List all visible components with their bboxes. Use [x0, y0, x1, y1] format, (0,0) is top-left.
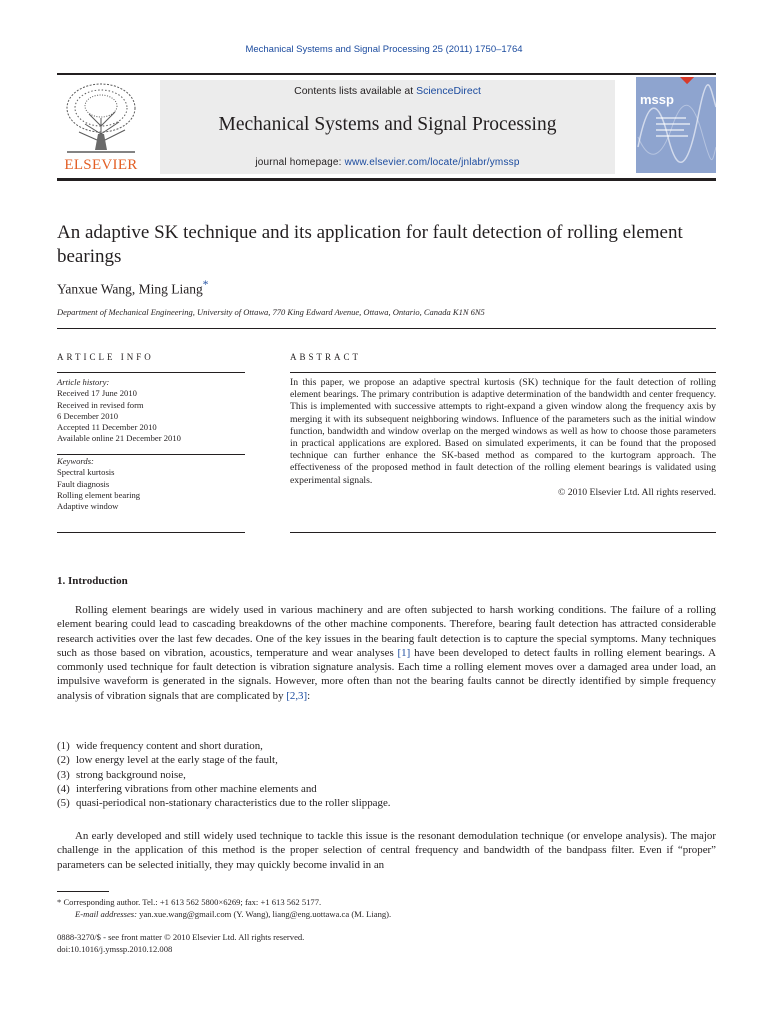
affiliation-rule — [57, 328, 716, 329]
article-info-rule — [57, 372, 245, 373]
email-addresses[interactable]: yan.xue.wang@gmail.com (Y. Wang), liang@eng.uottawa.ca (M. Liang). — [139, 909, 392, 919]
abstract — [290, 377, 716, 499]
homepage-prefix: journal homepage: — [255, 157, 345, 168]
journal-citation[interactable]: Mechanical Systems and Signal Processing 25 (2011) 1750–1764 — [245, 44, 523, 55]
keyword-item: Rolling element bearing — [57, 489, 141, 500]
journal-cover[interactable] — [636, 77, 716, 173]
elsevier-wordmark: ELSEVIER — [64, 157, 138, 173]
para1-text: have been developed to detect faults in rolling element bearings. A commonly used technique for fault detection is vibration signature analysis. Each time a rolling element moves over a damaged area under load, an impulsive waveform is generated in the signals. However, more often than not the bearing faults cannot be directly identified by simple frequency analysis of vibration signals that are complicated by — [57, 646, 716, 702]
doi-line[interactable]: doi:10.1016/j.ymssp.2010.12.008 — [57, 944, 173, 954]
list-number: (5) — [57, 797, 70, 810]
list-item — [57, 753, 716, 767]
list-number: (3) — [57, 768, 70, 781]
elsevier-tree-icon — [57, 80, 145, 154]
footnote-rule — [57, 891, 109, 892]
para1-text: : — [307, 689, 311, 702]
history-rule — [57, 454, 245, 455]
keywords-heading: Keywords: — [57, 456, 94, 466]
corresponding-author-note: * Corresponding author. Tel.: +1 613 562 5800×6269; fax: +1 613 562 5177. — [57, 897, 322, 907]
article-history — [57, 377, 245, 445]
list-text: interfering vibrations from other machine elements and — [76, 782, 317, 795]
list-number: (1) — [57, 740, 70, 752]
history-item: Received 17 June 2010 — [57, 388, 137, 399]
history-item: Received in revised form — [57, 399, 144, 410]
cover-wave-graphic — [636, 77, 716, 173]
header-top-rule — [57, 73, 716, 75]
list-text: quasi-periodical non-stationary characteristics due to the roller slippage. — [76, 797, 391, 810]
abstract-label: ABSTRACT — [290, 352, 362, 362]
contents-prefix: Contents lists available at — [294, 85, 417, 97]
list-number: (4) — [57, 782, 70, 795]
abstract-copyright: © 2010 Elsevier Ltd. All rights reserved. — [557, 486, 716, 498]
symptom-list — [57, 739, 716, 810]
issn-line: 0888-3270/$ - see front matter © 2010 Elsevier Ltd. All rights reserved. — [57, 932, 305, 942]
list-item — [57, 739, 716, 753]
list-item — [57, 768, 716, 782]
contents-line — [160, 85, 615, 97]
reference-link[interactable]: [1] — [397, 646, 411, 659]
cover-title: mssp — [640, 92, 674, 107]
intro-paragraph-1 — [57, 603, 716, 703]
journal-masthead — [160, 80, 615, 174]
keyword-item: Fault diagnosis — [57, 478, 110, 489]
authors — [57, 279, 208, 298]
front-matter — [57, 931, 304, 955]
history-heading: Article history: — [57, 377, 110, 387]
elsevier-logo[interactable] — [57, 80, 145, 174]
list-text: strong background noise, — [76, 768, 186, 781]
introduction-heading: 1. Introduction — [57, 575, 128, 587]
email-label: E-mail addresses: — [75, 909, 137, 919]
history-item: Available online 21 December 2010 — [57, 433, 181, 444]
homepage-link[interactable]: www.elsevier.com/locate/jnlabr/ymssp — [344, 157, 520, 168]
list-item — [57, 782, 716, 796]
homepage-line — [160, 157, 615, 168]
author-names: Yanxue Wang, Ming Liang — [57, 281, 203, 297]
list-item — [57, 796, 716, 810]
keyword-item: Adaptive window — [57, 501, 119, 512]
journal-title: Mechanical Systems and Signal Processing — [218, 114, 557, 135]
keywords — [57, 456, 245, 512]
header-bottom-rule — [57, 178, 716, 181]
intro-paragraph-2: An early developed and still widely used technique to tackle this issue is the resonant demodulation technique (or envelope analysis). The major challenge in the application of this method is the proper selection of central frequency and bandwidth of the bandpass filter. Even if “proper” parameters can be selected initially, they may quickly become invalid in an — [57, 830, 716, 871]
abstract-rule — [290, 372, 716, 373]
corresponding-author-mark[interactable]: * — [202, 279, 209, 291]
email-line — [57, 908, 716, 920]
abstract-text: In this paper, we propose an adaptive spectral kurtosis (SK) technique for the fault detection of rolling element bearings. The primary contribution is adaptive determination of the bandwidth and center frequency. This is implemented with successive attempts to right-expand a given window along the frequency axis by merging it with its subsequent neighboring windows. Influence of the parameters such as the initial window function, bandwidth and window overlap on the merged windows as well as how to choose those parameters in practical applications are explored. Based on simulated experiments, it can be found that the proposed technique can further enhance the SK-based method as compared to the kurtogram approach. The effectiveness of the proposed method in fault detection of the rolling element bearings is validated using experimental signals. — [290, 377, 716, 486]
reference-link[interactable]: [2,3] — [286, 689, 308, 702]
affiliation: Department of Mechanical Engineering, University of Ottawa, 770 King Edward Avenue, Ottawa, Ontario, Canada K1N 6N5 — [57, 307, 485, 317]
article-info-label: ARTICLE INFO — [57, 352, 154, 362]
history-item: Accepted 11 December 2010 — [57, 422, 157, 433]
list-text: low energy level at the early stage of the fault, — [76, 754, 278, 767]
footnote — [57, 896, 716, 920]
list-text: wide frequency content and short duration, — [76, 740, 263, 752]
paper-title: An adaptive SK technique and its application for fault detection of rolling element bearings — [57, 222, 683, 267]
para1-text: Rolling element bearings are widely used in various machinery and are often subjected to harsh working conditions. The failure of a rolling element bearing could lead to cascading breakdowns of the other machine components. Therefore, bearing fault detection has attracted considerable research activities over the last few decades. One of the key issues in the bearing fault detection is to capture the special symptoms. Many techniques such as those based on vibration, acoustics, temperature and wear analyses — [57, 604, 716, 659]
sciencedirect-link[interactable]: ScienceDirect — [416, 85, 481, 97]
article-info-bottom-rule — [57, 532, 245, 533]
keyword-item: Spectral kurtosis — [57, 467, 115, 478]
abstract-bottom-rule — [290, 532, 716, 533]
list-number: (2) — [57, 754, 70, 767]
history-item: 6 December 2010 — [57, 410, 119, 421]
